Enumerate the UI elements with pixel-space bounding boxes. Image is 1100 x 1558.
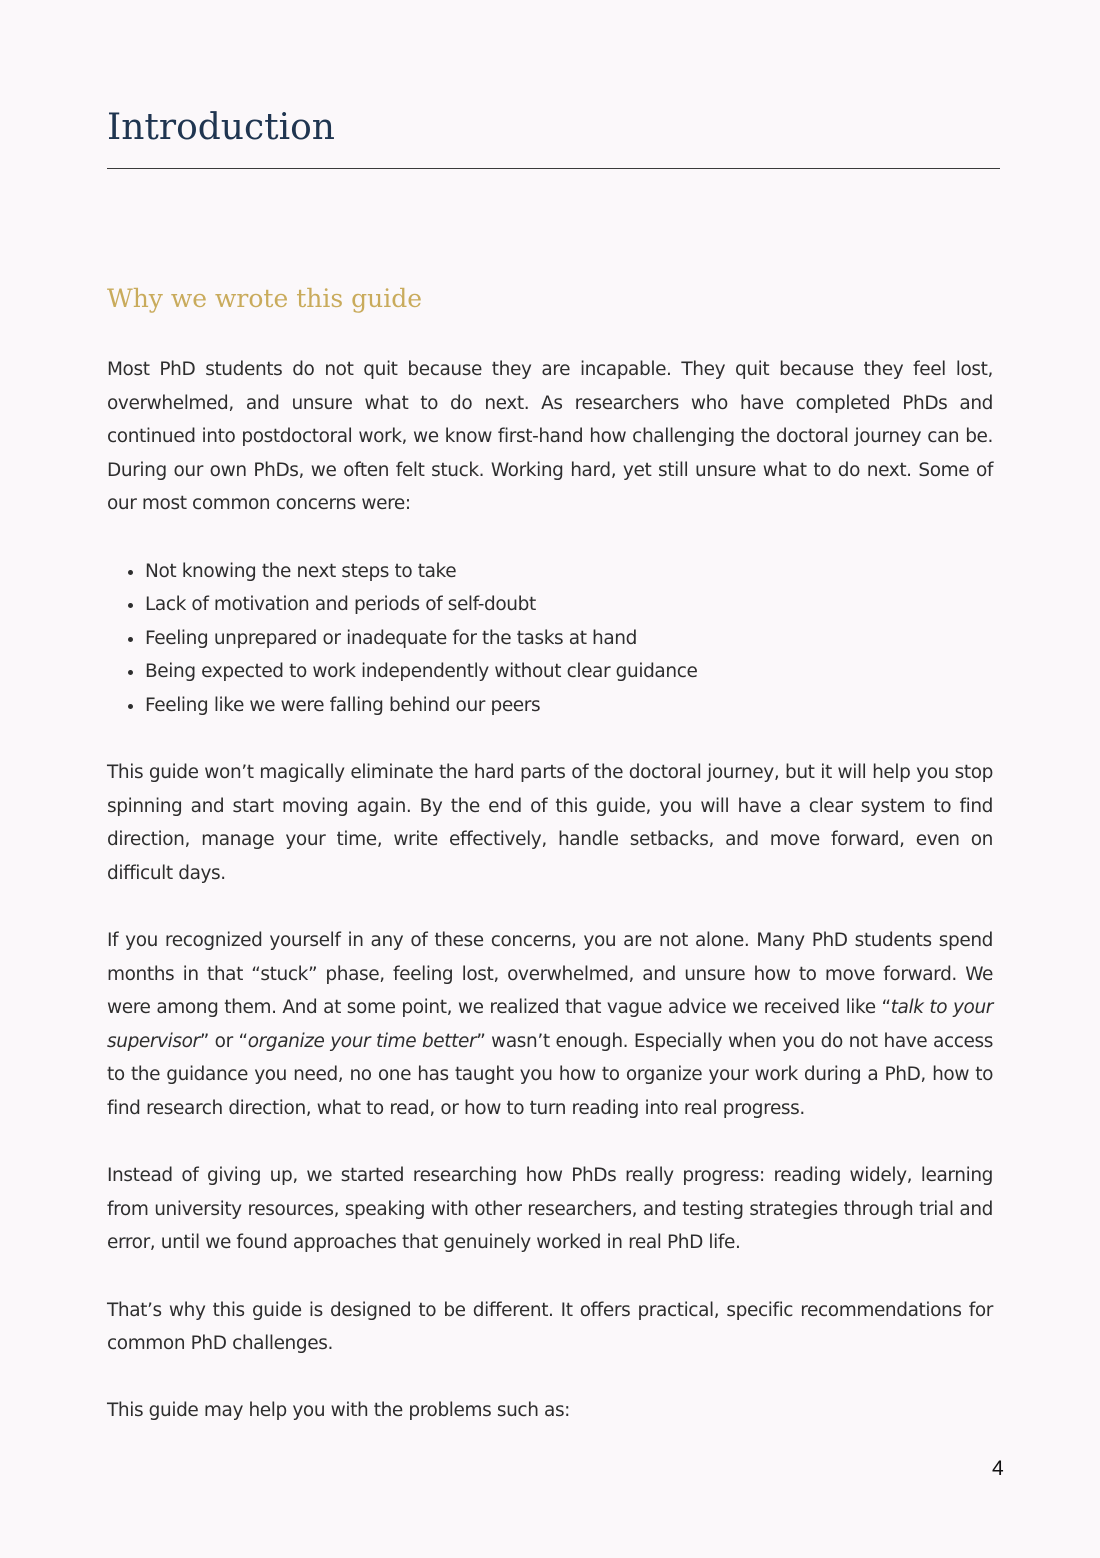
concerns-list [107,555,993,723]
section-heading: Why we wrote this guide [107,284,423,313]
list-item: • Feeling like we were falling behind our peers [145,689,993,723]
paragraph-text: ” wasn’t enough. Especially when you do not have access to the guidance you need, no one has taught you how to organize your work during a PhD, how to find research direction, what to read, or how to turn reading into real progress. [107,1030,993,1120]
paragraph: This guide won’t magically eliminate the hard parts of the doctoral journey, but it will help you stop spinning and start moving again. By the end of this guide, you will have a clear system to find direction, manage your time, write effectively, handle setbacks, and move forward, even on difficult days. [107,762,993,884]
body-text [107,353,993,1428]
paragraph [107,924,993,1126]
list-item: • Not knowing the next steps to take [145,555,993,589]
paragraph-text: ” or “ [199,1030,248,1052]
list-item: • Lack of motivation and periods of self-doubt [145,588,993,622]
italic-quote: talk to your supervisor [107,997,993,1052]
paragraph: Instead of giving up, we started researching how PhDs really progress: reading widely, learning from university resources, speaking with other researchers, and testing strategies through trial and error, until we found approaches that genuinely worked in real PhD life. [107,1165,993,1254]
title-divider [107,168,1000,169]
paragraph-text: If you recognized yourself in any of these concerns, you are not alone. Many PhD students spend months in that “stuck” phase, feeling lost, overwhelmed, and unsure how to move forward. We were among them. And at some point, we realized that vague advice we received like “ [107,930,993,1019]
page-title: Introduction [107,107,335,148]
paragraph: Most PhD students do not quit because they are incapable. They quit because they feel lost, overwhelmed, and unsure what to do next. As researchers who have completed PhDs and continued into postdoctoral work, we know first-hand how challenging the doctoral journey can be. During our own PhDs, we often felt stuck. Working hard, yet still unsure what to do next. Some of our most common concerns were: [107,359,993,515]
page-number: 4 [992,1457,1004,1480]
list-item: • Being expected to work independently without clear guidance [145,655,993,689]
list-item: • Feeling unprepared or inadequate for the tasks at hand [145,622,993,656]
paragraph: This guide may help you with the problems such as: [107,1400,571,1422]
italic-quote: organize your time better [247,1030,477,1052]
paragraph: That’s why this guide is designed to be different. It offers practical, specific recommendations for common PhD challenges. [107,1299,993,1355]
